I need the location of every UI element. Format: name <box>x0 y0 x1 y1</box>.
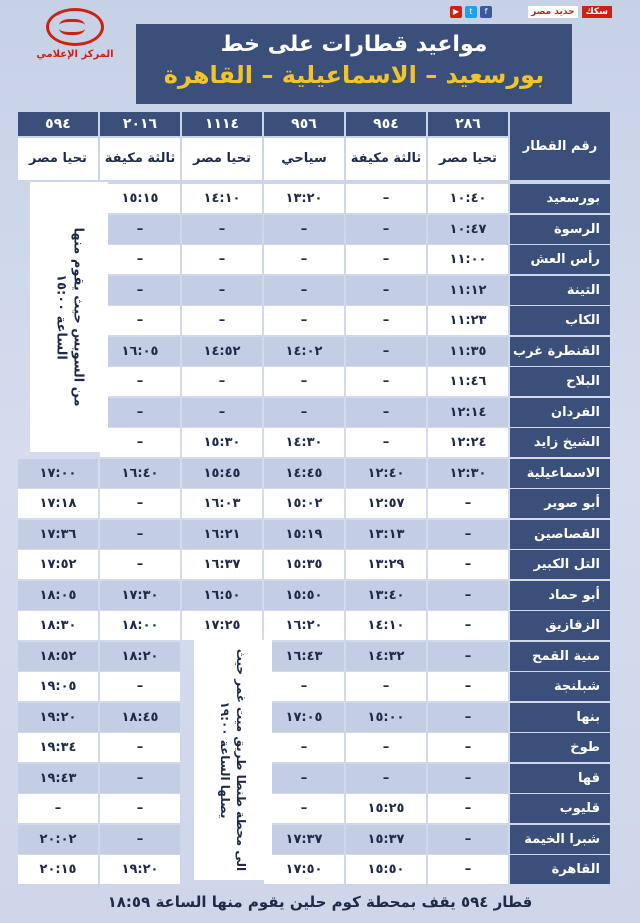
station-name: بنها <box>510 703 610 732</box>
time-cell: ١٨:٤٥ <box>100 703 180 732</box>
time-cell: ١٥:١٩ <box>264 520 344 549</box>
station-name: الشيخ زايد <box>510 428 610 457</box>
media-center-logo <box>30 8 120 68</box>
route-title: بورسعيد – الاسماعيلية – القاهرة <box>163 61 545 89</box>
time-cell: – <box>100 428 180 457</box>
time-cell: ١٥:١٥ <box>100 184 180 213</box>
time-cell: – <box>346 367 426 396</box>
time-cell: ١٤:١٠ <box>346 611 426 640</box>
time-cell: ١٠:٤٧ <box>428 215 508 244</box>
time-cell: ١٦:٤٣ <box>264 642 344 671</box>
station-name: الاسماعيلية <box>510 459 610 488</box>
time-cell: ١٦:٢١ <box>182 520 262 549</box>
train-type-header: تحيا مصر <box>182 138 262 180</box>
station-name: شبرا الخيمة <box>510 825 610 854</box>
time-cell: – <box>428 703 508 732</box>
time-cell: ١٦:٣٧ <box>182 550 262 579</box>
time-cell: – <box>264 794 344 823</box>
time-cell: ١٥:٣٠ <box>182 428 262 457</box>
time-cell: – <box>100 672 180 701</box>
time-cell: ١٤:٠٢ <box>264 337 344 366</box>
time-cell: ١٥:٠٢ <box>264 489 344 518</box>
time-cell: ١٥:٤٥ <box>182 459 262 488</box>
time-cell: ٢٠:١٥ <box>18 855 98 884</box>
station-name: الرسوة <box>510 215 610 244</box>
train-type-header: ثالثة مكيفة <box>100 138 180 180</box>
time-cell: – <box>346 276 426 305</box>
time-cell: – <box>428 611 508 640</box>
time-cell: – <box>182 367 262 396</box>
note-train-1114 <box>194 640 272 880</box>
time-cell: – <box>100 733 180 762</box>
station-name: القصاصين <box>510 520 610 549</box>
time-cell: – <box>346 306 426 335</box>
time-cell: – <box>346 733 426 762</box>
time-cell: ١٧:٣٠ <box>100 581 180 610</box>
time-cell: ١٦:٠٥ <box>100 337 180 366</box>
youtube-icon: ▶ <box>450 6 462 18</box>
time-cell: ١٩:٠٥ <box>18 672 98 701</box>
time-cell: – <box>346 184 426 213</box>
time-cell: ١٧:١٨ <box>18 489 98 518</box>
time-cell: – <box>182 215 262 244</box>
station-name: قها <box>510 764 610 793</box>
time-cell: ١٥:٣٧ <box>346 825 426 854</box>
time-cell: ١١:٢٣ <box>428 306 508 335</box>
time-cell: ١١:١٢ <box>428 276 508 305</box>
station-name: أبو صوير <box>510 489 610 518</box>
time-cell: – <box>100 825 180 854</box>
station-name: قليوب <box>510 794 610 823</box>
time-cell: – <box>428 825 508 854</box>
time-cell: ١٣:٢٠ <box>264 184 344 213</box>
time-cell: ١٥:٥٠ <box>264 581 344 610</box>
time-cell: ١٧:٣٧ <box>264 825 344 854</box>
time-cell: ١٧:٥٢ <box>18 550 98 579</box>
time-cell: – <box>100 367 180 396</box>
time-cell: ١١:٣٥ <box>428 337 508 366</box>
time-cell: – <box>428 672 508 701</box>
time-cell: ١٥:٥٠ <box>346 855 426 884</box>
station-name: الكاب <box>510 306 610 335</box>
time-cell: ١٧:٢٥ <box>182 611 262 640</box>
social-icons <box>450 6 492 18</box>
time-cell: – <box>100 764 180 793</box>
time-cell: ١٣:٤٠ <box>346 581 426 610</box>
time-cell: ١٢:٤٠ <box>346 459 426 488</box>
station-name: القاهرة <box>510 855 610 884</box>
time-cell: ١٢:٢٤ <box>428 428 508 457</box>
time-cell: ١٥:٢٥ <box>346 794 426 823</box>
time-cell: ٢٠:٠٢ <box>18 825 98 854</box>
time-cell: – <box>18 794 98 823</box>
time-cell: ١٤:٥٢ <box>182 337 262 366</box>
time-cell: – <box>428 764 508 793</box>
time-cell: ١٣:١٣ <box>346 520 426 549</box>
station-name: شبلنجة <box>510 672 610 701</box>
time-cell: – <box>264 276 344 305</box>
station-name: القنطرة غرب <box>510 337 610 366</box>
note-594-line2: الساعة ١٥:٠٠ <box>53 274 68 360</box>
time-cell: – <box>264 367 344 396</box>
time-cell: ١٧:٥٠ <box>264 855 344 884</box>
time-cell: ١٩:٣٤ <box>18 733 98 762</box>
time-cell: ١٥:٠٠ <box>346 703 426 732</box>
time-cell: ١٤:٤٥ <box>264 459 344 488</box>
time-cell: ١٨:٠٠ <box>100 611 180 640</box>
note-1114-line2: يصلها الساعة ١٩:٠٠ <box>218 701 233 819</box>
time-cell: – <box>100 215 180 244</box>
time-cell: – <box>182 306 262 335</box>
time-cell: ١٧:٠٠ <box>18 459 98 488</box>
time-cell: – <box>100 398 180 427</box>
time-cell: – <box>182 398 262 427</box>
time-cell: – <box>346 215 426 244</box>
time-cell: ١٥:٣٥ <box>264 550 344 579</box>
time-cell: – <box>100 550 180 579</box>
time-cell: – <box>100 306 180 335</box>
time-cell: – <box>264 245 344 274</box>
time-cell: ١١:٠٠ <box>428 245 508 274</box>
time-cell: ١٨:٥٢ <box>18 642 98 671</box>
time-cell: – <box>428 489 508 518</box>
time-cell: ١٣:٢٩ <box>346 550 426 579</box>
time-cell: – <box>182 245 262 274</box>
train-number-header: ٥٩٤ <box>18 112 98 136</box>
facebook-icon: f <box>480 6 492 18</box>
time-cell: – <box>264 764 344 793</box>
station-name: التينة <box>510 276 610 305</box>
time-cell: ١٨:٣٠ <box>18 611 98 640</box>
brand-text-1: حديد مصر <box>528 6 577 18</box>
twitter-icon: t <box>465 6 477 18</box>
time-cell: ١٦:٢٠ <box>264 611 344 640</box>
station-name: التل الكبير <box>510 550 610 579</box>
time-cell: – <box>428 794 508 823</box>
brand-text-2: سكك <box>582 6 612 18</box>
time-cell: ١٨:٠٥ <box>18 581 98 610</box>
time-cell: – <box>428 581 508 610</box>
station-name: البلاح <box>510 367 610 396</box>
time-cell: – <box>264 306 344 335</box>
time-cell: – <box>428 550 508 579</box>
time-cell: ١٩:٢٠ <box>18 703 98 732</box>
note-train-594 <box>30 182 108 452</box>
station-name: منية القمح <box>510 642 610 671</box>
time-cell: – <box>428 855 508 884</box>
train-type-header: سياحي <box>264 138 344 180</box>
time-cell: ١٢:٥٧ <box>346 489 426 518</box>
time-cell: – <box>346 764 426 793</box>
logo-mark-icon <box>46 8 104 46</box>
time-cell: ١٧:٠٥ <box>264 703 344 732</box>
time-cell: ١٧:٣٦ <box>18 520 98 549</box>
time-cell: ١١:٤٦ <box>428 367 508 396</box>
station-name: أبو حماد <box>510 581 610 610</box>
footer-note: قطار ٥٩٤ يقف بمحطة كوم حلين يقوم منها الساعة ١٨:٥٩ <box>107 893 533 911</box>
train-number-header: ٢٠١٦ <box>100 112 180 136</box>
time-cell: – <box>264 215 344 244</box>
time-cell: – <box>346 672 426 701</box>
train-number-header: ٩٥٤ <box>346 112 426 136</box>
time-cell: – <box>428 520 508 549</box>
train-type-header: تحيا مصر <box>428 138 508 180</box>
time-cell: – <box>100 276 180 305</box>
time-cell: – <box>428 642 508 671</box>
time-cell: – <box>346 245 426 274</box>
time-cell: – <box>264 672 344 701</box>
time-cell: ١٢:١٤ <box>428 398 508 427</box>
logo-text: المركز الإعلامي <box>36 49 114 60</box>
time-cell: ١٤:٣٢ <box>346 642 426 671</box>
note-594-line1: من السويس حيث يقوم منها <box>70 227 85 407</box>
time-cell: – <box>100 245 180 274</box>
time-cell: ١٨:٢٠ <box>100 642 180 671</box>
time-cell: ١٩:٤٣ <box>18 764 98 793</box>
station-name: رأس العش <box>510 245 610 274</box>
time-cell: – <box>100 794 180 823</box>
time-cell: ١٦:٥٠ <box>182 581 262 610</box>
time-cell: – <box>100 520 180 549</box>
time-cell: – <box>428 733 508 762</box>
time-cell: ١٢:٣٠ <box>428 459 508 488</box>
title-box <box>136 24 572 104</box>
train-number-header: ٩٥٦ <box>264 112 344 136</box>
time-cell: ١٠:٤٠ <box>428 184 508 213</box>
station-column-header: رقم القطار <box>510 112 610 180</box>
time-cell: – <box>100 489 180 518</box>
time-cell: ١٩:٢٠ <box>100 855 180 884</box>
station-name: الزقازيق <box>510 611 610 640</box>
train-number-header: ٢٨٦ <box>428 112 508 136</box>
time-cell: – <box>182 276 262 305</box>
time-cell: ١٦:٤٠ <box>100 459 180 488</box>
time-cell: – <box>346 398 426 427</box>
time-cell: – <box>346 428 426 457</box>
page-title: مواعيد قطارات على خط <box>220 32 488 57</box>
time-cell: – <box>264 398 344 427</box>
time-cell: – <box>346 337 426 366</box>
train-number-header: ١١١٤ <box>182 112 262 136</box>
station-name: بورسعيد <box>510 184 610 213</box>
train-type-header: ثالثة مكيفة <box>346 138 426 180</box>
note-1114-line1: الى محطة طنطا طريق ميت غمر حيث <box>234 648 249 872</box>
train-type-header: تحيا مصر <box>18 138 98 180</box>
time-cell: ١٦:٠٣ <box>182 489 262 518</box>
station-name: الفردان <box>510 398 610 427</box>
station-name: طوخ <box>510 733 610 762</box>
brand-logo <box>528 6 612 18</box>
time-cell: – <box>264 733 344 762</box>
time-cell: ١٤:١٠ <box>182 184 262 213</box>
time-cell: ١٤:٣٠ <box>264 428 344 457</box>
